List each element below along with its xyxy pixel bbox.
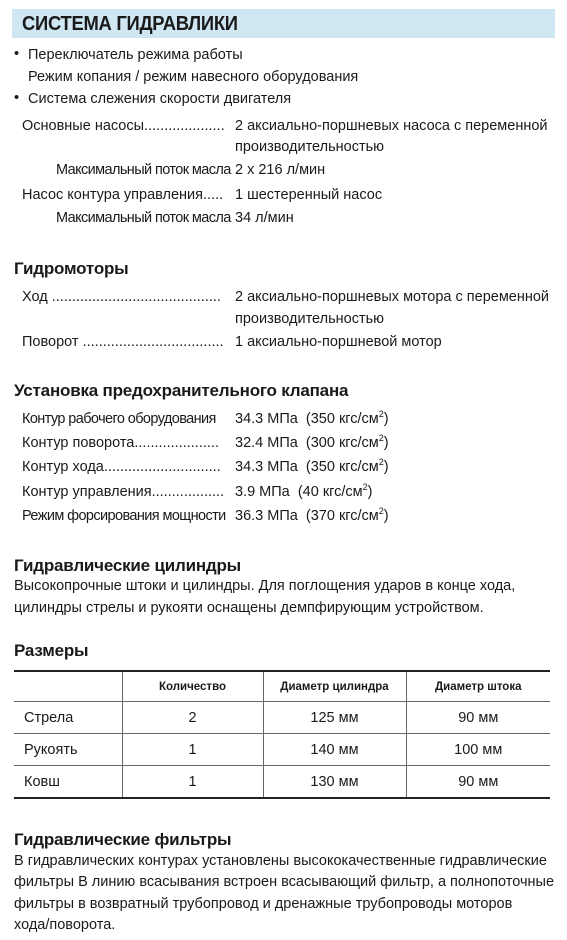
spec-label: Максимальный поток масла <box>56 210 231 226</box>
heading-relief-valve: Установка предохранительного клапана <box>14 381 349 400</box>
table-header-cell: Диаметр штока <box>406 671 550 702</box>
section-title: СИСТЕМА ГИДРАВЛИКИ <box>22 13 238 35</box>
spec-label: Насос контура управления..... <box>22 187 224 203</box>
heading-filters: Гидравлические фильтры <box>14 830 232 849</box>
table-cell: 1 <box>122 734 263 766</box>
bullet-marker: • <box>14 90 20 106</box>
section-title-bar <box>12 9 555 38</box>
spec-label: Основные насосы.................... <box>22 118 225 134</box>
table-cell: 90 мм <box>406 702 550 734</box>
bullet-marker: • <box>14 46 20 62</box>
relief-label: Контур хода............................. <box>22 459 221 475</box>
paragraph-line: хода/поворота. <box>14 917 116 933</box>
table-cell: 2 <box>122 702 263 734</box>
bullet-subtext: Режим копания / режим навесного оборудования <box>28 69 359 85</box>
bullet-text: Переключатель режима работы <box>28 47 243 63</box>
table-header-row <box>14 671 550 702</box>
table-cell: Рукоять <box>14 734 122 766</box>
table-row <box>14 766 550 799</box>
spec-value: 1 аксиально-поршневой мотор <box>235 334 442 350</box>
bullet-text: Система слежения скорости двигателя <box>28 91 292 107</box>
spec-value: производительностью <box>235 311 385 327</box>
spec-value: 1 шестеренный насос <box>235 187 383 203</box>
dimensions-table <box>14 670 550 799</box>
relief-value: 3.9 МПа (40 кгс/$см^2$) <box>235 482 373 500</box>
spec-label: Поворот ................................... <box>22 334 224 350</box>
paragraph-line: В гидравлических контурах установлены высококачественные гидравлические <box>14 853 547 869</box>
table-cell: Ковш <box>14 766 122 799</box>
relief-value: 34.3 МПа (350 кгс/$см^2$) <box>235 409 389 427</box>
relief-value: 36.3 МПа (370 кгс/$см^2$) <box>235 506 389 524</box>
table-cell: 100 мм <box>406 734 550 766</box>
table-row <box>14 702 550 734</box>
heading-dimensions: Размеры <box>14 641 89 660</box>
spec-value: 2 аксиально-поршневых насоса с переменной <box>235 118 548 134</box>
spec-value: производительностью <box>235 139 385 155</box>
paragraph-line: фильтры В линию всасывания встроен всасывающий фильтр, а полнопоточные <box>14 874 555 890</box>
table-header-cell: Диаметр цилиндра <box>263 671 406 702</box>
spec-label: Ход .......................................... <box>22 289 221 305</box>
table-cell: 140 мм <box>263 734 406 766</box>
paragraph-line: фильтры в возвратный трубопровод и дренажные трубопроводы моторов <box>14 896 513 912</box>
table-row <box>14 734 550 766</box>
relief-value: 34.3 МПа (350 кгс/$см^2$) <box>235 457 389 475</box>
table-cell: 1 <box>122 766 263 799</box>
paragraph-line: цилиндры стрелы и рукояти оснащены демпфирующим устройством. <box>14 600 484 616</box>
spec-value: 2 x 216 л/мин <box>235 162 326 178</box>
relief-label: Режим форсирования мощности <box>22 508 226 524</box>
relief-label: Контур управления.................. <box>22 484 225 500</box>
relief-label: Контур рабочего оборудования <box>22 411 216 427</box>
table-cell: 125 мм <box>263 702 406 734</box>
table-header-cell: Количество <box>122 671 263 702</box>
table-cell: 90 мм <box>406 766 550 799</box>
spec-value: 34 л/мин <box>235 210 294 226</box>
relief-value: 32.4 МПа (300 кгс/$см^2$) <box>235 433 389 451</box>
heading-motors: Гидромоторы <box>14 259 129 278</box>
heading-cylinders: Гидравлические цилиндры <box>14 556 241 575</box>
table-header-cell <box>14 671 122 702</box>
table-cell: Стрела <box>14 702 122 734</box>
relief-label: Контур поворота..................... <box>22 435 219 451</box>
spec-value: 2 аксиально-поршневых мотора с переменной <box>235 289 550 305</box>
table-cell: 130 мм <box>263 766 406 799</box>
paragraph-line: Высокопрочные штоки и цилиндры. Для поглощения ударов в конце хода, <box>14 578 516 594</box>
spec-label: Максимальный поток масла <box>56 162 231 178</box>
